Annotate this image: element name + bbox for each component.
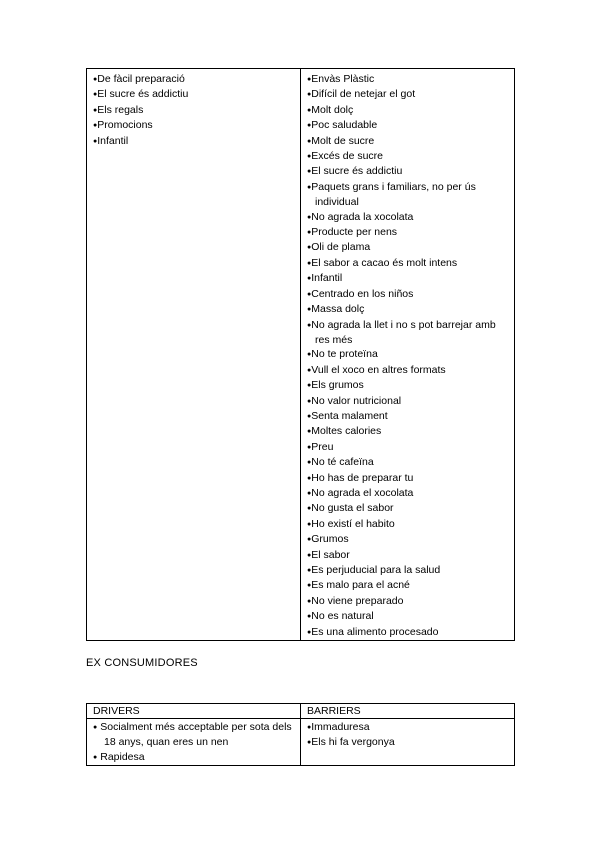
list-item: ● No té cafeïna (307, 455, 508, 470)
list-item: ● No valor nutricional (307, 394, 508, 409)
section-title: EX CONSUMIDORES (86, 657, 198, 669)
drivers-barriers-table (86, 68, 515, 641)
table-header-row (87, 704, 515, 719)
list-item: ● Excés de sucre (307, 149, 508, 164)
list-item: ● No agrada la xocolata (307, 210, 508, 225)
list-item: ● De fàcil preparació (93, 72, 294, 87)
barriers-list (307, 720, 508, 751)
list-item: ● El sabor a cacao és molt intens (307, 256, 508, 271)
list-item: ● Envàs Plàstic (307, 72, 508, 87)
list-item: ● Grumos (307, 532, 508, 547)
list-item: ● Es malo para el acné (307, 578, 508, 593)
list-item: ● Socialment més acceptable per sota dels 18 anys, quan eres un nen (93, 720, 294, 750)
list-item: ● Preu (307, 440, 508, 455)
list-item: ● Els regals (93, 103, 294, 118)
list-item: ● Molt dolç (307, 103, 508, 118)
drivers-header: DRIVERS (87, 704, 301, 719)
list-item: ● Es perjuducial para la salud (307, 563, 508, 578)
list-item: ● Producte per nens (307, 225, 508, 240)
list-item: ● No agrada la llet i no s pot barrejar amb res més (307, 318, 508, 348)
list-item: ● El sucre és addictiu (93, 87, 294, 102)
list-item: ● Senta malament (307, 409, 508, 424)
list-item: ● Centrado en los niños (307, 287, 508, 302)
list-item: ● Immaduresa (307, 720, 508, 735)
list-item: ● El sabor (307, 548, 508, 563)
list-item: ● No te proteïna (307, 347, 508, 362)
ex-consumers-table (86, 703, 515, 766)
list-item: ● Infantil (307, 271, 508, 286)
list-item: ● Promocions (93, 118, 294, 133)
list-item: ● Massa dolç (307, 302, 508, 317)
list-item: ● Els grumos (307, 378, 508, 393)
table-row (87, 69, 515, 641)
barriers-header: BARRIERS (301, 704, 515, 719)
list-item: ● Poc saludable (307, 118, 508, 133)
list-item: ● Ho has de preparar tu (307, 471, 508, 486)
drivers-cell (87, 719, 301, 766)
list-item: ● Difícil de netejar el got (307, 87, 508, 102)
barriers-cell (301, 69, 515, 641)
list-item: ● Es una alimento procesado (307, 625, 508, 640)
list-item: ● El sucre és addictiu (307, 164, 508, 179)
list-item: ● Oli de plama (307, 240, 508, 255)
list-item: ● Paquets grans i familiars, no per ús individual (307, 180, 508, 210)
list-item: ● Vull el xoco en altres formats (307, 363, 508, 378)
table-row (87, 719, 515, 766)
list-item: ● Ho existí el habito (307, 517, 508, 532)
barriers-cell (301, 719, 515, 766)
list-item: ● Molt de sucre (307, 134, 508, 149)
list-item: ● Infantil (93, 134, 294, 149)
list-item: ● Moltes calories (307, 424, 508, 439)
drivers-list (93, 720, 294, 765)
barriers-list (307, 72, 508, 640)
list-item: ● Rapidesa (93, 750, 294, 765)
list-item: ● Els hi fa vergonya (307, 735, 508, 750)
drivers-cell (87, 69, 301, 641)
drivers-list (93, 72, 294, 149)
list-item: ● No agrada el xocolata (307, 486, 508, 501)
list-item: ● No es natural (307, 609, 508, 624)
list-item: ● No gusta el sabor (307, 501, 508, 516)
list-item: ● No viene preparado (307, 594, 508, 609)
